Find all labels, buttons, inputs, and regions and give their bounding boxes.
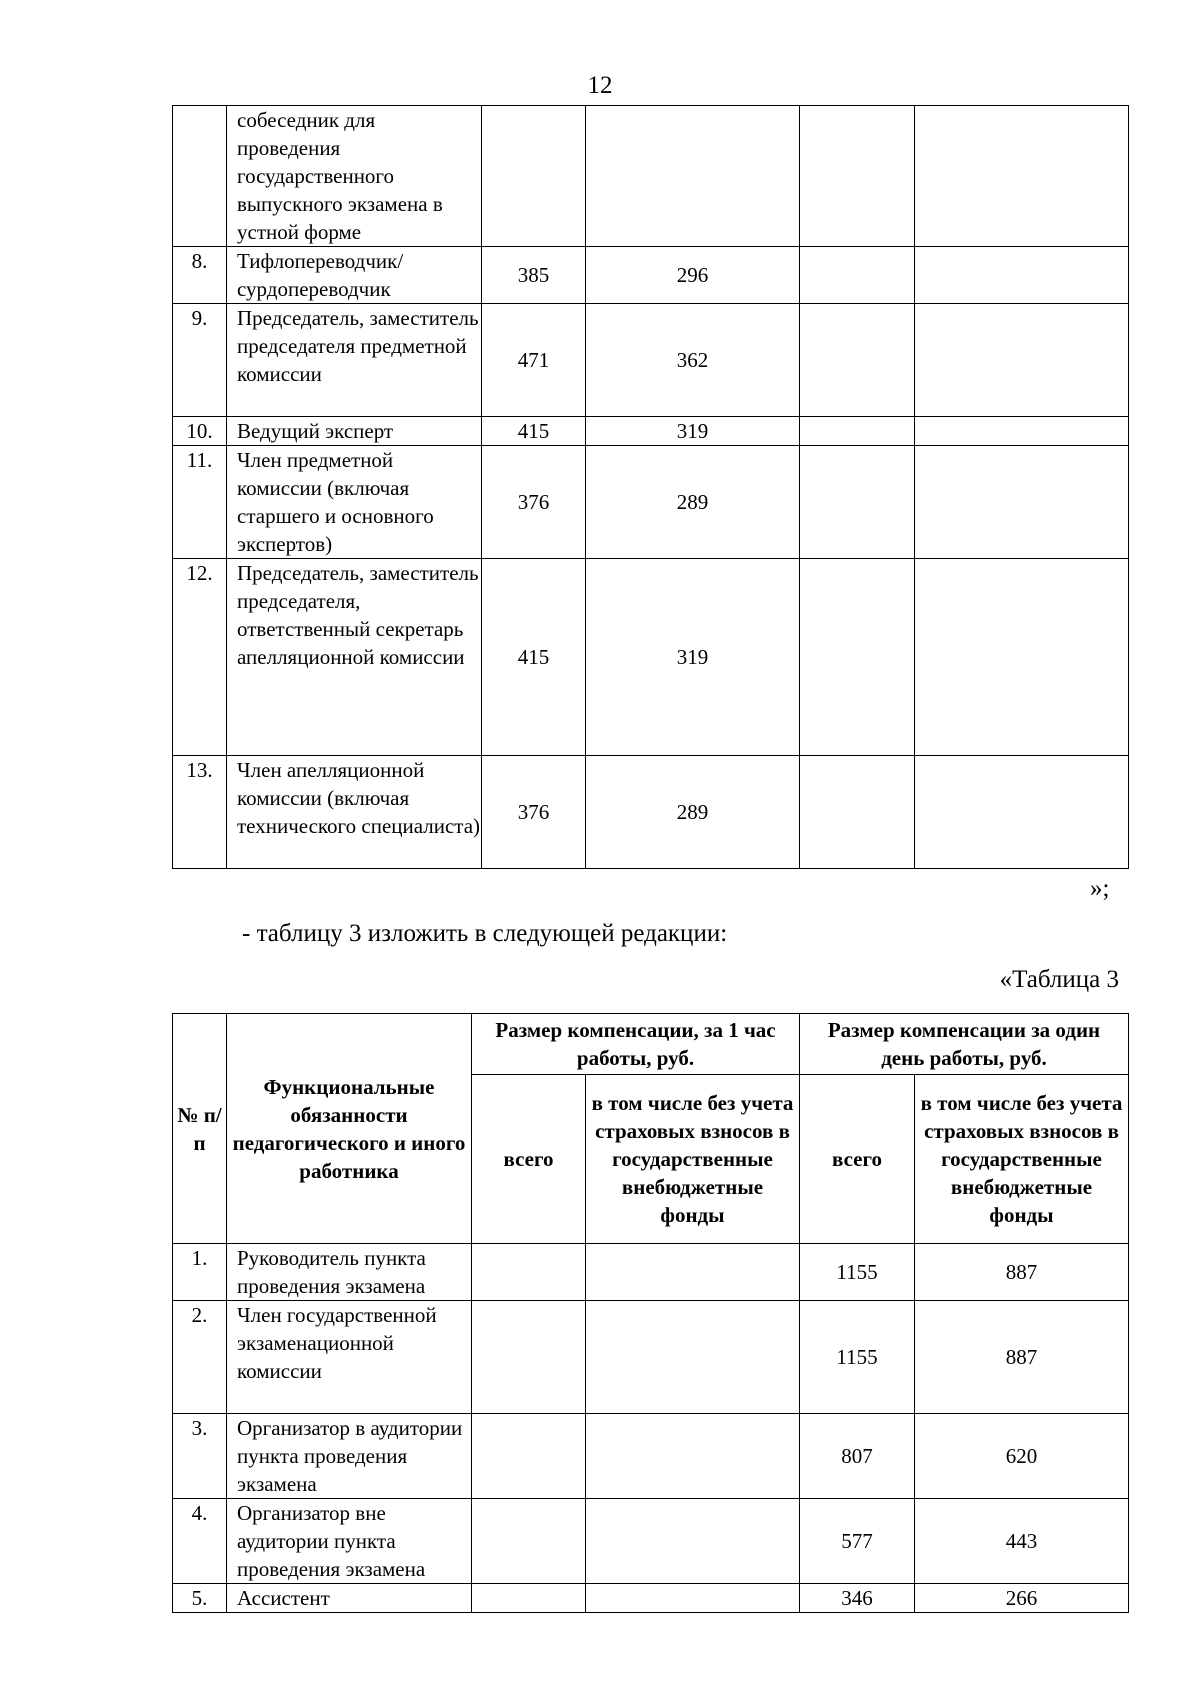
header-row	[173, 1014, 1129, 1075]
day-total-cell: 807	[800, 1414, 915, 1499]
header-day-total: всего	[800, 1075, 915, 1244]
hour-total-cell: 376	[482, 446, 586, 559]
table-row	[173, 1499, 1129, 1584]
day-net-cell: 887	[915, 1244, 1129, 1301]
hour-net-cell: 296	[586, 247, 800, 304]
table-row	[173, 1301, 1129, 1414]
row-number: 8.	[173, 247, 227, 304]
day-total-cell: 1155	[800, 1301, 915, 1414]
table-row	[173, 1414, 1129, 1499]
table-row	[173, 247, 1129, 304]
role-cell: Организатор вне аудитории пункта проведения экзамена	[227, 1499, 472, 1584]
header-hour-net: в том числе без учета страховых взносов в государственные внебюджетные фонды	[586, 1075, 800, 1244]
hour-total-cell: 415	[482, 417, 586, 446]
day-net-cell: 266	[915, 1584, 1129, 1613]
closing-quote: »;	[1090, 875, 1110, 902]
day-total-cell	[800, 559, 915, 756]
row-number: 5.	[173, 1584, 227, 1613]
role-cell: Руководитель пункта проведения экзамена	[227, 1244, 472, 1301]
hour-total-cell: 415	[482, 559, 586, 756]
hour-total-cell	[472, 1499, 586, 1584]
day-total-cell	[800, 106, 915, 247]
hour-total-cell	[482, 106, 586, 247]
table-row	[173, 446, 1129, 559]
day-net-cell: 887	[915, 1301, 1129, 1414]
table-row	[173, 417, 1129, 446]
header-day-net: в том числе без учета страховых взносов в государственные внебюджетные фонды	[915, 1075, 1129, 1244]
page-number: 12	[587, 72, 613, 99]
header-role: Функциональные обязанности педагогического и иного работника	[227, 1014, 472, 1244]
day-net-cell	[915, 417, 1129, 446]
day-net-cell	[915, 247, 1129, 304]
day-total-cell	[800, 756, 915, 869]
day-net-cell	[915, 756, 1129, 869]
table-row	[173, 756, 1129, 869]
day-total-cell: 346	[800, 1584, 915, 1613]
table-row	[173, 1244, 1129, 1301]
day-total-cell	[800, 304, 915, 417]
hour-net-cell: 289	[586, 446, 800, 559]
day-net-cell: 620	[915, 1414, 1129, 1499]
table-row	[173, 106, 1129, 247]
table-row	[173, 559, 1129, 756]
hour-net-cell: 362	[586, 304, 800, 417]
hour-net-cell	[586, 1414, 800, 1499]
table-caption: «Таблица 3	[999, 966, 1119, 993]
row-number: 3.	[173, 1414, 227, 1499]
amendment-instruction: - таблицу 3 изложить в следующей редакции:	[242, 920, 728, 947]
hour-net-cell	[586, 1584, 800, 1613]
row-number: 2.	[173, 1301, 227, 1414]
role-cell: Председатель, заместитель председателя, ответственный секретарь апелляционной комиссии	[227, 559, 482, 756]
compensation-table-continued	[172, 105, 1129, 869]
row-number: 1.	[173, 1244, 227, 1301]
day-total-cell	[800, 247, 915, 304]
day-total-cell: 577	[800, 1499, 915, 1584]
hour-total-cell	[472, 1584, 586, 1613]
role-cell: Ассистент	[227, 1584, 472, 1613]
table-row	[173, 1584, 1129, 1613]
day-total-cell	[800, 446, 915, 559]
row-number: 4.	[173, 1499, 227, 1584]
day-net-cell	[915, 446, 1129, 559]
hour-net-cell	[586, 1301, 800, 1414]
role-cell: Член апелляционной комиссии (включая технического специалиста)	[227, 756, 482, 869]
row-number: 9.	[173, 304, 227, 417]
hour-total-cell	[472, 1301, 586, 1414]
header-number: № п/ п	[173, 1014, 227, 1244]
day-total-cell	[800, 417, 915, 446]
day-net-cell	[915, 304, 1129, 417]
day-total-cell: 1155	[800, 1244, 915, 1301]
row-number: 12.	[173, 559, 227, 756]
hour-total-cell: 385	[482, 247, 586, 304]
role-cell: Ведущий эксперт	[227, 417, 482, 446]
hour-total-cell: 471	[482, 304, 586, 417]
hour-total-cell	[472, 1244, 586, 1301]
compensation-table-3	[172, 1013, 1129, 1613]
day-net-cell: 443	[915, 1499, 1129, 1584]
role-cell: Председатель, заместитель председателя предметной комиссии	[227, 304, 482, 417]
row-number: 10.	[173, 417, 227, 446]
hour-net-cell: 319	[586, 559, 800, 756]
header-hour-group: Размер компенсации, за 1 час работы, руб.	[472, 1014, 800, 1075]
table-row	[173, 304, 1129, 417]
header-hour-total: всего	[472, 1075, 586, 1244]
hour-total-cell	[472, 1414, 586, 1499]
hour-net-cell	[586, 106, 800, 247]
hour-net-cell: 289	[586, 756, 800, 869]
hour-net-cell	[586, 1244, 800, 1301]
header-day-group: Размер компенсации за один день работы, руб.	[800, 1014, 1129, 1075]
day-net-cell	[915, 559, 1129, 756]
role-cell: Организатор в аудитории пункта проведения экзамена	[227, 1414, 472, 1499]
role-cell: Член государственной экзаменационной комиссии	[227, 1301, 472, 1414]
day-net-cell	[915, 106, 1129, 247]
role-cell: собеседник для проведения государственного выпускного экзамена в устной форме	[227, 106, 482, 247]
role-cell: Тифлопереводчик/ сурдопереводчик	[227, 247, 482, 304]
row-number: 13.	[173, 756, 227, 869]
hour-net-cell	[586, 1499, 800, 1584]
row-number	[173, 106, 227, 247]
hour-net-cell: 319	[586, 417, 800, 446]
role-cell: Член предметной комиссии (включая старшего и основного экспертов)	[227, 446, 482, 559]
hour-total-cell: 376	[482, 756, 586, 869]
row-number: 11.	[173, 446, 227, 559]
